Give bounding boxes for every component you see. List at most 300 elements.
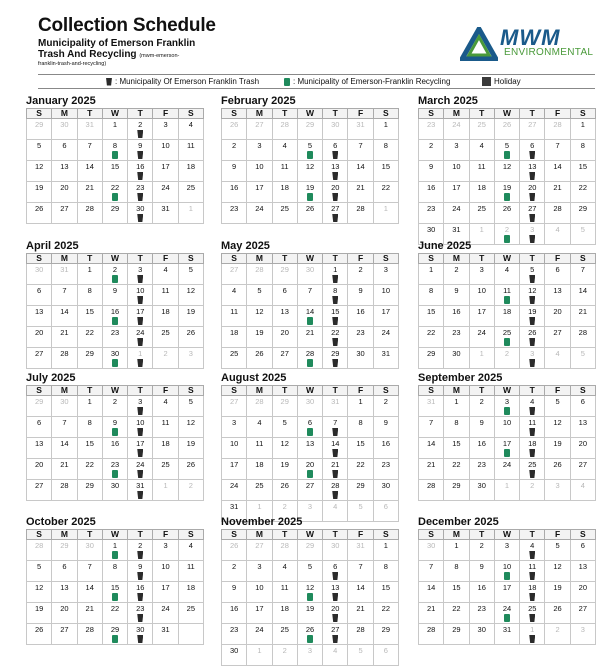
day-cell [373,264,398,285]
week-row [419,182,596,203]
trash-pickup-icon [137,338,143,346]
day-cell [77,459,102,480]
week-row [27,396,204,417]
day-number: 6 [307,418,313,427]
day-number: 2 [358,265,363,274]
trash-pickup-icon [529,275,535,283]
day-number: 4 [333,646,338,655]
day-cell [323,480,348,501]
day-number: 7 [307,286,313,295]
trash-pickup-icon [332,449,338,457]
weekday-header: S [570,386,595,396]
day-number: 8 [454,418,459,427]
day-cell [444,582,469,603]
month-title: March 2025 [418,95,478,107]
day-cell [444,119,469,140]
day-cell [128,285,153,306]
day-cell [323,645,348,666]
day-number: 10 [161,562,170,571]
day-cell [222,285,247,306]
day-number: 30 [426,541,436,550]
month-title: August 2025 [221,372,287,384]
day-cell [222,161,247,182]
day-cell [570,396,595,417]
day-number: 4 [530,397,535,406]
day-cell [247,327,272,348]
day-cell [419,480,444,501]
day-cell [444,480,469,501]
day-cell [297,624,322,645]
weekday-header: M [52,254,77,264]
weekday-header: F [348,109,373,119]
day-cell [419,561,444,582]
day-number: 11 [528,418,537,427]
day-number: 12 [186,418,196,427]
day-number: 3 [138,397,143,406]
day-cell [102,561,127,582]
day-number: 1 [163,481,168,490]
day-number: 7 [62,418,67,427]
day-cell [494,348,519,369]
day-number: 1 [454,541,459,550]
day-number: 27 [60,204,69,213]
day-cell [419,306,444,327]
weekday-header: M [444,386,469,396]
day-number: 7 [358,562,363,571]
month-title: September 2025 [418,372,503,384]
day-number: 24 [136,328,145,337]
day-cell [348,119,373,140]
day-cell [323,119,348,140]
trash-pickup-icon [332,296,338,304]
day-cell [102,459,127,480]
day-cell [52,603,77,624]
day-cell [102,140,127,161]
weekday-header: F [545,386,570,396]
day-number: 23 [136,183,145,192]
day-cell [348,327,373,348]
day-number: 24 [477,328,486,337]
day-number: 27 [255,120,264,129]
day-number: 13 [34,307,44,316]
day-cell [469,624,494,645]
day-cell [520,480,545,501]
day-cell [348,264,373,285]
week-row [222,438,399,459]
week-row [419,161,596,182]
weekday-header: T [323,386,348,396]
day-cell [297,540,322,561]
day-number: 13 [331,583,340,592]
day-number: 12 [305,162,315,171]
day-number: 14 [553,162,562,171]
day-number: 20 [578,583,588,592]
day-number: 1 [580,120,585,129]
day-cell [494,603,519,624]
day-number: 24 [229,481,239,490]
day-number: 7 [555,141,560,150]
day-cell [494,285,519,306]
day-number: 7 [87,562,92,571]
day-cell [222,396,247,417]
recycle-pickup-icon [112,635,118,643]
day-number: 8 [429,286,434,295]
day-number: 4 [232,286,237,295]
day-cell [153,182,178,203]
day-cell [348,561,373,582]
day-number: 16 [229,183,239,192]
trash-pickup-icon [529,151,535,159]
day-number: 31 [381,349,391,358]
week-row [27,327,204,348]
day-cell [178,417,203,438]
week-row [27,540,204,561]
weekday-header: T [77,386,102,396]
day-number: 4 [188,541,193,550]
day-cell [373,182,398,203]
week-row [222,327,399,348]
day-number: 17 [452,183,461,192]
weekday-header: S [222,254,247,264]
day-number: 24 [452,204,461,213]
day-cell [419,417,444,438]
day-number: 29 [356,481,365,490]
day-cell [545,306,570,327]
weekday-header: S [373,530,398,540]
legend-recycle [284,77,450,86]
day-number: 11 [186,562,195,571]
day-number: 6 [37,418,42,427]
weekday-header: S [419,109,444,119]
legend-recycle-label: : Municipality of Emerson-Franklin Recycling [293,77,451,86]
day-cell [494,327,519,348]
day-cell [373,480,398,501]
day-number: 1 [383,120,388,129]
day-cell [444,459,469,480]
day-number: 24 [136,460,145,469]
day-number: 1 [383,541,388,550]
day-cell [469,459,494,480]
week-row [222,264,399,285]
day-number: 2 [232,562,237,571]
day-cell [102,306,127,327]
day-cell [520,285,545,306]
day-cell [419,624,444,645]
day-cell [494,396,519,417]
day-cell [545,438,570,459]
week-row [419,582,596,603]
day-number: 21 [331,460,340,469]
day-number: 26 [502,120,512,129]
day-cell [297,140,322,161]
day-number: 3 [555,481,560,490]
day-cell [52,306,77,327]
day-number: 22 [85,460,94,469]
day-number: 2 [555,625,560,634]
day-number: 19 [553,583,562,592]
day-cell [323,348,348,369]
day-number: 13 [578,418,588,427]
day-number: 9 [138,562,143,571]
trash-pickup-icon [332,491,338,499]
day-number: 21 [426,460,436,469]
day-cell [469,285,494,306]
day-cell [178,306,203,327]
day-cell [77,561,102,582]
day-number: 15 [452,583,461,592]
mwm-logo [460,25,594,65]
day-cell [419,119,444,140]
recycle-pickup-icon [307,593,313,601]
day-cell [323,540,348,561]
trash-pickup-icon [137,359,143,367]
day-cell [545,561,570,582]
day-cell [178,480,203,501]
day-number: 24 [452,120,461,129]
day-number: 29 [452,625,461,634]
month-table [26,385,204,501]
day-number: 26 [305,204,315,213]
day-cell [444,540,469,561]
day-number: 21 [85,183,94,192]
day-cell [77,306,102,327]
day-number: 10 [161,141,170,150]
day-number: 2 [112,397,118,406]
recycle-pickup-icon [307,359,313,367]
day-cell [520,306,545,327]
day-number: 22 [331,328,340,337]
day-cell [348,582,373,603]
weekday-header: S [570,109,595,119]
recycle-pickup-icon [112,551,118,559]
day-number: 2 [112,265,118,274]
recycle-pickup-icon [307,470,313,478]
day-cell [545,417,570,438]
day-number: 13 [60,162,69,171]
day-cell [128,119,153,140]
day-number: 22 [110,183,120,192]
logo-wordmark: MWM [500,25,561,50]
day-number: 30 [136,204,145,213]
day-number: 3 [580,625,585,634]
day-number: 30 [136,625,145,634]
day-number: 25 [161,328,170,337]
day-number: 20 [331,604,340,613]
day-number: 29 [452,481,461,490]
day-cell [52,182,77,203]
day-number: 10 [502,562,512,571]
day-number: 18 [186,583,196,592]
day-cell [247,438,272,459]
month-table [221,253,399,369]
day-number: 11 [477,162,486,171]
day-cell [77,480,102,501]
day-cell [469,603,494,624]
day-cell [469,396,494,417]
day-cell [178,119,203,140]
day-cell [102,327,127,348]
day-cell [444,140,469,161]
day-cell [272,645,297,666]
day-number: 25 [161,460,170,469]
day-cell [570,540,595,561]
week-row [222,603,399,624]
day-number: 8 [333,286,338,295]
day-number: 18 [528,439,537,448]
month-table [418,529,596,645]
day-number: 5 [555,541,560,550]
day-number: 5 [358,646,363,655]
day-cell [247,306,272,327]
legend-holiday-label: Holiday [494,77,521,86]
day-number: 6 [333,562,338,571]
day-cell [373,203,398,224]
day-cell [247,264,272,285]
day-cell [444,624,469,645]
day-cell [297,480,322,501]
day-number: 1 [358,397,363,406]
month-table [26,108,204,224]
day-number: 30 [477,481,486,490]
day-cell [494,140,519,161]
day-number: 18 [161,307,170,316]
day-cell [444,396,469,417]
day-cell [297,603,322,624]
day-number: 7 [429,418,434,427]
day-number: 27 [331,625,340,634]
week-row [27,603,204,624]
day-number: 28 [85,625,94,634]
day-number: 2 [138,541,143,550]
day-number: 31 [161,204,170,213]
day-cell [297,561,322,582]
day-number: 2 [479,397,484,406]
day-number: 30 [229,646,239,655]
day-number: 6 [555,265,560,274]
weekday-header: M [52,530,77,540]
day-number: 15 [426,307,436,316]
day-cell [419,540,444,561]
day-cell [222,203,247,224]
day-cell [297,348,322,369]
day-cell [419,603,444,624]
month-title: December 2025 [418,516,499,528]
day-number: 30 [381,481,391,490]
day-number: 28 [255,397,264,406]
day-cell [348,306,373,327]
day-cell [272,203,297,224]
legend-trash [106,77,259,86]
day-cell [520,161,545,182]
day-number: 14 [305,307,315,316]
recycle-pickup-icon [112,151,118,159]
day-cell [444,182,469,203]
weekday-header: S [373,109,398,119]
day-number: 2 [188,481,193,490]
day-number: 30 [331,120,340,129]
day-number: 17 [136,439,145,448]
day-cell [102,624,127,645]
day-number: 23 [381,460,391,469]
day-number: 1 [138,349,143,358]
month-table [26,253,204,369]
day-number: 4 [188,120,193,129]
day-cell [222,603,247,624]
day-number: 9 [358,286,363,295]
day-number: 4 [580,481,585,490]
day-number: 10 [381,286,391,295]
day-number: 17 [502,439,512,448]
day-cell [247,561,272,582]
day-cell [52,264,77,285]
day-number: 3 [454,141,459,150]
day-number: 29 [280,265,289,274]
recycle-pickup-icon [504,296,510,304]
day-cell [323,285,348,306]
day-cell [545,119,570,140]
day-cell [27,140,52,161]
trash-pickup-icon [137,275,143,283]
day-number: 13 [60,583,69,592]
day-number: 2 [282,502,287,511]
day-cell [77,624,102,645]
day-cell [323,582,348,603]
day-cell [222,645,247,666]
day-number: 11 [528,562,537,571]
day-number: 6 [37,286,42,295]
day-cell [77,582,102,603]
page-header [0,0,605,72]
day-cell [27,161,52,182]
week-row [27,459,204,480]
day-cell [77,203,102,224]
month-title: April 2025 [26,240,79,252]
day-cell [494,119,519,140]
week-row [419,140,596,161]
weekday-header: T [520,530,545,540]
day-number: 16 [136,162,145,171]
day-number: 25 [186,604,196,613]
weekday-header: T [469,254,494,264]
day-number: 17 [255,183,264,192]
day-number: 7 [62,286,67,295]
day-cell [102,161,127,182]
day-cell [469,417,494,438]
day-number: 7 [358,141,363,150]
week-row [27,306,204,327]
day-cell [520,327,545,348]
day-number: 28 [426,481,436,490]
trash-pickup-icon [137,593,143,601]
week-row [419,438,596,459]
day-number: 28 [305,349,315,358]
weekday-header: M [247,386,272,396]
day-number: 24 [255,625,264,634]
day-cell [348,396,373,417]
weekday-header-row [419,386,596,396]
day-cell [545,264,570,285]
month-calendar [221,240,399,369]
day-number: 31 [229,502,239,511]
day-number: 22 [110,604,120,613]
day-number: 23 [477,604,486,613]
day-number: 28 [85,204,94,213]
day-cell [77,264,102,285]
day-cell [272,582,297,603]
trash-pickup-icon [137,614,143,622]
day-number: 30 [305,265,315,274]
day-cell [27,624,52,645]
